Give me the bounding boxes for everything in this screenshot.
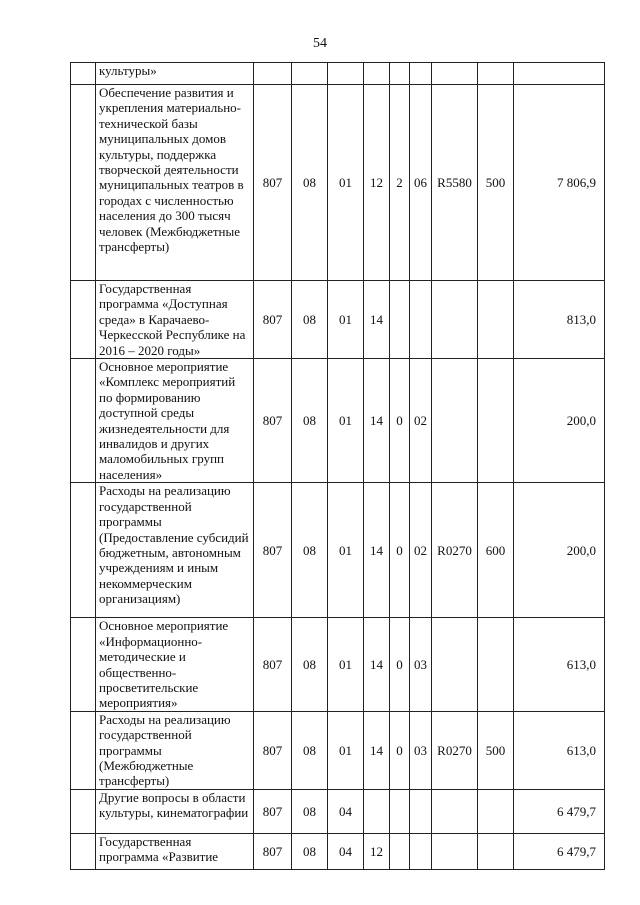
code-direction: R0270 [432, 711, 478, 789]
code-event: 03 [410, 711, 432, 789]
code-ministry: 807 [254, 359, 292, 483]
code-direction [432, 281, 478, 359]
code-event: 02 [410, 483, 432, 618]
code-expense-type [478, 359, 514, 483]
code-subprogram: 0 [390, 359, 410, 483]
code-event: 02 [410, 359, 432, 483]
code-ministry: 807 [254, 618, 292, 711]
table-row [71, 359, 605, 483]
code-program [364, 789, 390, 833]
td-empty [71, 63, 96, 85]
code-section: 08 [292, 833, 328, 869]
code-section: 08 [292, 281, 328, 359]
amount-cell: 7 806,9 [514, 85, 605, 281]
code-expense-type [478, 63, 514, 85]
amount-cell: 6 479,7 [514, 833, 605, 869]
code-expense-type [478, 281, 514, 359]
row-name: Государственная программа «Развитие [96, 833, 254, 869]
code-expense-type: 500 [478, 711, 514, 789]
code-program: 14 [364, 483, 390, 618]
code-subsection: 04 [328, 789, 364, 833]
row-name: Расходы на реализацию государственной программы (Предоставление субсидий бюджетным, автономным учреждениям и иным некоммерческим организациям) [96, 483, 254, 618]
code-section: 08 [292, 789, 328, 833]
td-empty [71, 281, 96, 359]
amount-cell: 200,0 [514, 359, 605, 483]
code-program: 12 [364, 833, 390, 869]
code-program: 14 [364, 711, 390, 789]
code-ministry: 807 [254, 483, 292, 618]
code-section [292, 63, 328, 85]
code-event [410, 63, 432, 85]
row-name: Государственная программа «Доступная среда» в Карачаево-Черкесской Республике на 2016 – 2020 годы» [96, 281, 254, 359]
row-name: Основное мероприятие «Комплекс мероприятий по формированию доступной среды жизнедеятельности для инвалидов и других маломобильных групп населения» [96, 359, 254, 483]
table-row [71, 618, 605, 711]
table-row [71, 789, 605, 833]
code-direction [432, 359, 478, 483]
code-direction [432, 618, 478, 711]
code-program: 14 [364, 618, 390, 711]
code-event: 03 [410, 618, 432, 711]
table-row [71, 833, 605, 869]
code-section: 08 [292, 85, 328, 281]
code-program: 14 [364, 359, 390, 483]
td-empty [71, 833, 96, 869]
code-subprogram: 0 [390, 483, 410, 618]
code-expense-type: 500 [478, 85, 514, 281]
code-expense-type [478, 618, 514, 711]
row-name: Основное мероприятие «Информационно-методические и общественно-просветительские мероприятия» [96, 618, 254, 711]
row-name: Другие вопросы в области культуры, кинематографии [96, 789, 254, 833]
td-empty [71, 618, 96, 711]
code-direction: R0270 [432, 483, 478, 618]
code-event [410, 833, 432, 869]
td-empty [71, 483, 96, 618]
table-row [71, 483, 605, 618]
amount-cell: 613,0 [514, 618, 605, 711]
code-section: 08 [292, 359, 328, 483]
table-row [71, 63, 605, 85]
table-row [71, 711, 605, 789]
code-program [364, 63, 390, 85]
code-expense-type [478, 789, 514, 833]
code-subprogram [390, 63, 410, 85]
code-subprogram: 2 [390, 85, 410, 281]
td-empty [71, 789, 96, 833]
code-event: 06 [410, 85, 432, 281]
code-subsection [328, 63, 364, 85]
row-name: Обеспечение развития и укрепления материально-технической базы муниципальных домов культуры, поддержка творческой деятельности муниципальных театров в городах с численностью населения до 300 тысяч человек (Межбюджетные трансферты) [96, 85, 254, 281]
budget-table [70, 62, 605, 870]
amount-cell: 6 479,7 [514, 789, 605, 833]
row-name: Расходы на реализацию государственной программы (Межбюджетные трансферты) [96, 711, 254, 789]
code-subprogram [390, 281, 410, 359]
td-empty [71, 359, 96, 483]
code-ministry: 807 [254, 789, 292, 833]
code-subsection: 01 [328, 483, 364, 618]
code-subprogram: 0 [390, 618, 410, 711]
table-row [71, 85, 605, 281]
code-ministry: 807 [254, 711, 292, 789]
code-subsection: 01 [328, 618, 364, 711]
td-empty [71, 711, 96, 789]
code-ministry: 807 [254, 833, 292, 869]
code-program: 12 [364, 85, 390, 281]
code-direction: R5580 [432, 85, 478, 281]
code-subprogram [390, 833, 410, 869]
code-section: 08 [292, 618, 328, 711]
code-direction [432, 833, 478, 869]
table-body [71, 63, 605, 870]
code-section: 08 [292, 711, 328, 789]
code-event [410, 789, 432, 833]
code-subsection: 01 [328, 85, 364, 281]
code-section: 08 [292, 483, 328, 618]
code-direction [432, 789, 478, 833]
td-empty [71, 85, 96, 281]
code-expense-type [478, 833, 514, 869]
code-subsection: 01 [328, 281, 364, 359]
amount-cell: 613,0 [514, 711, 605, 789]
amount-cell [514, 63, 605, 85]
amount-cell: 200,0 [514, 483, 605, 618]
amount-cell: 813,0 [514, 281, 605, 359]
code-ministry: 807 [254, 281, 292, 359]
code-expense-type: 600 [478, 483, 514, 618]
table-row [71, 281, 605, 359]
code-event [410, 281, 432, 359]
code-ministry [254, 63, 292, 85]
code-subprogram: 0 [390, 711, 410, 789]
code-subsection: 04 [328, 833, 364, 869]
code-subsection: 01 [328, 359, 364, 483]
code-subprogram [390, 789, 410, 833]
code-ministry: 807 [254, 85, 292, 281]
page-number: 54 [313, 36, 327, 51]
code-subsection: 01 [328, 711, 364, 789]
code-program: 14 [364, 281, 390, 359]
code-direction [432, 63, 478, 85]
row-name: культуры» [96, 63, 254, 85]
